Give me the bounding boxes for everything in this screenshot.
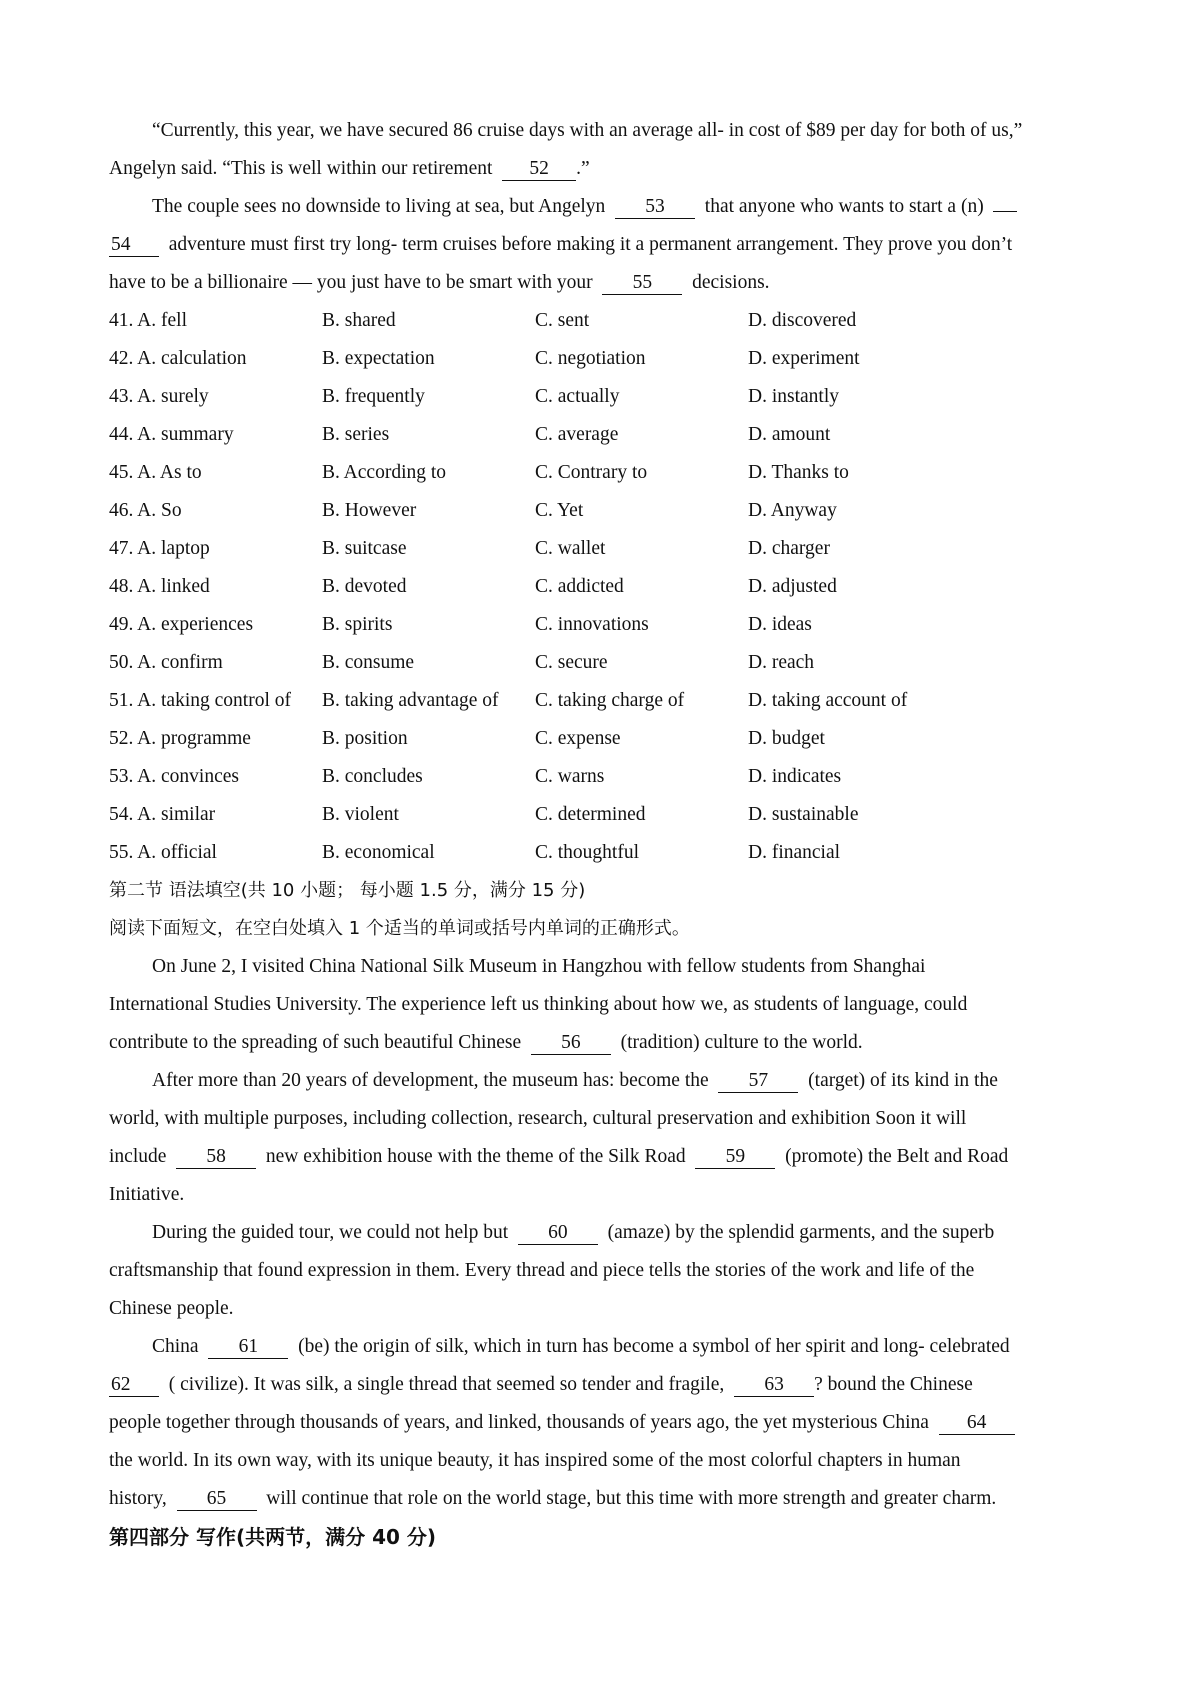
- option-a: 54. A. similar: [109, 804, 216, 825]
- text: the world. In its own way, with its unique beauty, it has inspired some of the most colorful chapters in human: [109, 1450, 961, 1471]
- option-b: B. devoted: [322, 576, 407, 597]
- option-row-43: [109, 378, 1109, 416]
- passage2-line: [109, 1404, 1109, 1442]
- passage2-line: [109, 1252, 1109, 1290]
- option-c: C. secure: [535, 652, 608, 673]
- option-c: C. actually: [535, 386, 620, 407]
- option-a: 44. A. summary: [109, 424, 234, 445]
- text: people together through thousands of years, and linked, thousands of years ago, the yet mysterious China: [109, 1412, 929, 1433]
- passage2-line: [109, 1442, 1109, 1480]
- passage1-line: [109, 188, 1109, 226]
- option-d: D. financial: [748, 842, 841, 863]
- option-a: 55. A. official: [109, 842, 217, 863]
- text: On June 2, I visited China National Silk Museum in Hangzhou with fellow students from Shanghai: [152, 956, 926, 977]
- text: have to be a billionaire — you just have to be smart with your: [109, 272, 593, 293]
- option-d: D. ideas: [748, 614, 812, 635]
- option-a: 43. A. surely: [109, 386, 209, 407]
- text: ( civilize). It was silk, a single thread that seemed so tender and fragile,: [168, 1374, 725, 1395]
- option-a: 47. A. laptop: [109, 538, 210, 559]
- option-row-41: [109, 302, 1109, 340]
- blank-59: 59: [695, 1146, 775, 1169]
- text: Angelyn said. “This is well within our retirement: [109, 158, 493, 179]
- blank-52: 52: [502, 158, 576, 181]
- option-c: C. addicted: [535, 576, 624, 597]
- text: “Currently, this year, we have secured 86 cruise days with an average all- in cost of $89 per day for both of us,”: [152, 120, 1023, 141]
- option-d: D. Thanks to: [748, 462, 849, 483]
- option-c: C. innovations: [535, 614, 649, 635]
- option-d: D. discovered: [748, 310, 857, 331]
- passage1-line: [109, 150, 1109, 188]
- option-b: B. However: [322, 500, 417, 521]
- passage1-line: [109, 264, 1109, 302]
- passage2-line: [109, 1176, 1109, 1214]
- option-row-45: [109, 454, 1109, 492]
- option-d: D. indicates: [748, 766, 842, 787]
- text: include: [109, 1146, 167, 1167]
- option-b: B. concludes: [322, 766, 423, 787]
- option-d: D. experiment: [748, 348, 860, 369]
- text: Chinese people.: [109, 1298, 234, 1319]
- blank-54-start: [993, 211, 1017, 212]
- option-b: B. taking advantage of: [322, 690, 499, 711]
- blank-55: 55: [602, 272, 682, 295]
- text: new exhibition house with the theme of the Silk Road: [265, 1146, 686, 1167]
- passage2-line: [109, 1214, 1109, 1252]
- option-b: B. spirits: [322, 614, 393, 635]
- option-a: 46. A. So: [109, 500, 182, 521]
- text: (tradition) culture to the world.: [620, 1032, 863, 1053]
- text: craftsmanship that found expression in them. Every thread and piece tells the stories of the work and life of the: [109, 1260, 975, 1281]
- option-a: 49. A. experiences: [109, 614, 254, 635]
- text: .”: [576, 158, 590, 179]
- blank-64: 64: [939, 1412, 1015, 1435]
- option-c: C. wallet: [535, 538, 606, 559]
- text: (be) the origin of silk, which in turn has become a symbol of her spirit and long- celebrated: [298, 1336, 1010, 1357]
- text: decisions.: [692, 272, 770, 293]
- passage1-line: [109, 112, 1109, 150]
- text: world, with multiple purposes, including collection, research, cultural preservation and exhibition Soon it will: [109, 1108, 967, 1129]
- text: ? bound the Chinese: [814, 1374, 973, 1395]
- option-b: B. According to: [322, 462, 447, 483]
- option-c: C. thoughtful: [535, 842, 640, 863]
- option-d: D. amount: [748, 424, 831, 445]
- text: history,: [109, 1488, 167, 1509]
- option-c: C. Yet: [535, 500, 584, 521]
- option-d: D. instantly: [748, 386, 839, 407]
- option-row-52: [109, 720, 1109, 758]
- exam-page: [109, 112, 1109, 1556]
- option-c: C. determined: [535, 804, 646, 825]
- options-list: [109, 302, 1109, 872]
- option-d: D. reach: [748, 652, 815, 673]
- option-a: 52. A. programme: [109, 728, 251, 749]
- passage2-line: [109, 1024, 1109, 1062]
- option-c: C. average: [535, 424, 619, 445]
- option-row-42: [109, 340, 1109, 378]
- option-c: C. negotiation: [535, 348, 646, 369]
- blank-60: 60: [518, 1222, 598, 1245]
- passage1-line: [109, 226, 1109, 264]
- section2-instruction: 阅读下面短文，在空白处填入 1 个适当的单词或括号内单词的正确形式。: [109, 918, 690, 939]
- text: After more than 20 years of development, the museum has: become the: [152, 1070, 709, 1091]
- blank-58: 58: [176, 1146, 256, 1169]
- option-a: 41. A. fell: [109, 310, 187, 331]
- option-c: C. taking charge of: [535, 690, 685, 711]
- text: International Studies University. The experience left us thinking about how we, as students of language, could: [109, 994, 968, 1015]
- passage2-line: [109, 1480, 1109, 1518]
- option-a: 51. A. taking control of: [109, 690, 291, 711]
- option-b: B. expectation: [322, 348, 435, 369]
- option-d: D. taking account of: [748, 690, 908, 711]
- option-b: B. series: [322, 424, 390, 445]
- passage2-line: [109, 1366, 1109, 1404]
- option-b: B. consume: [322, 652, 415, 673]
- passage2-line: [109, 1328, 1109, 1366]
- passage2-line: [109, 1100, 1109, 1138]
- passage2-line: [109, 1062, 1109, 1100]
- blank-62: 62: [109, 1374, 159, 1397]
- passage2-line: [109, 986, 1109, 1024]
- text: contribute to the spreading of such beautiful Chinese: [109, 1032, 522, 1053]
- option-row-50: [109, 644, 1109, 682]
- text: adventure must first try long- term cruises before making it a permanent arrangement. They prove you don’t: [168, 234, 1013, 255]
- option-c: C. sent: [535, 310, 590, 331]
- part4-heading: 第四部分 写作(共两节，满分 40 分): [109, 1525, 437, 1549]
- option-row-53: [109, 758, 1109, 796]
- option-d: D. budget: [748, 728, 825, 749]
- option-b: B. frequently: [322, 386, 425, 407]
- option-row-48: [109, 568, 1109, 606]
- option-a: 53. A. convinces: [109, 766, 239, 787]
- blank-63: 63: [734, 1374, 814, 1397]
- blank-54: 54: [109, 234, 159, 257]
- blank-53: 53: [615, 196, 695, 219]
- option-row-44: [109, 416, 1109, 454]
- option-b: B. shared: [322, 310, 396, 331]
- option-row-51: [109, 682, 1109, 720]
- option-a: 50. A. confirm: [109, 652, 223, 673]
- option-a: 48. A. linked: [109, 576, 210, 597]
- option-b: B. position: [322, 728, 408, 749]
- text: (amaze) by the splendid garments, and the superb: [607, 1222, 995, 1243]
- blank-61: 61: [208, 1336, 288, 1359]
- option-row-54: [109, 796, 1109, 834]
- option-row-47: [109, 530, 1109, 568]
- option-row-49: [109, 606, 1109, 644]
- option-row-55: [109, 834, 1109, 872]
- passage2-line: [109, 1138, 1109, 1176]
- text: (promote) the Belt and Road: [785, 1146, 1009, 1167]
- passage2-line: [109, 1290, 1109, 1328]
- blank-56: 56: [531, 1032, 611, 1055]
- blank-65: 65: [177, 1488, 257, 1511]
- option-row-46: [109, 492, 1109, 530]
- option-b: B. violent: [322, 804, 399, 825]
- option-d: D. sustainable: [748, 804, 859, 825]
- text: The couple sees no downside to living at sea, but Angelyn: [152, 196, 606, 217]
- text: (target) of its kind in the: [808, 1070, 998, 1091]
- option-c: C. warns: [535, 766, 605, 787]
- option-d: D. Anyway: [748, 500, 837, 521]
- text: that anyone who wants to start a (n): [704, 196, 984, 217]
- option-a: 42. A. calculation: [109, 348, 247, 369]
- option-d: D. charger: [748, 538, 830, 559]
- text: Initiative.: [109, 1184, 185, 1205]
- text: During the guided tour, we could not help but: [152, 1222, 509, 1243]
- section2-heading: 第二节 语法填空(共 10 小题； 每小题 1.5 分，满分 15 分): [109, 880, 586, 901]
- option-d: D. adjusted: [748, 576, 837, 597]
- option-c: C. Contrary to: [535, 462, 648, 483]
- text: China: [152, 1336, 199, 1357]
- option-b: B. suitcase: [322, 538, 407, 559]
- option-c: C. expense: [535, 728, 621, 749]
- option-b: B. economical: [322, 842, 435, 863]
- blank-57: 57: [718, 1070, 798, 1093]
- text: will continue that role on the world stage, but this time with more strength and greater charm.: [266, 1488, 997, 1509]
- passage2-line: [109, 948, 1109, 986]
- option-a: 45. A. As to: [109, 462, 202, 483]
